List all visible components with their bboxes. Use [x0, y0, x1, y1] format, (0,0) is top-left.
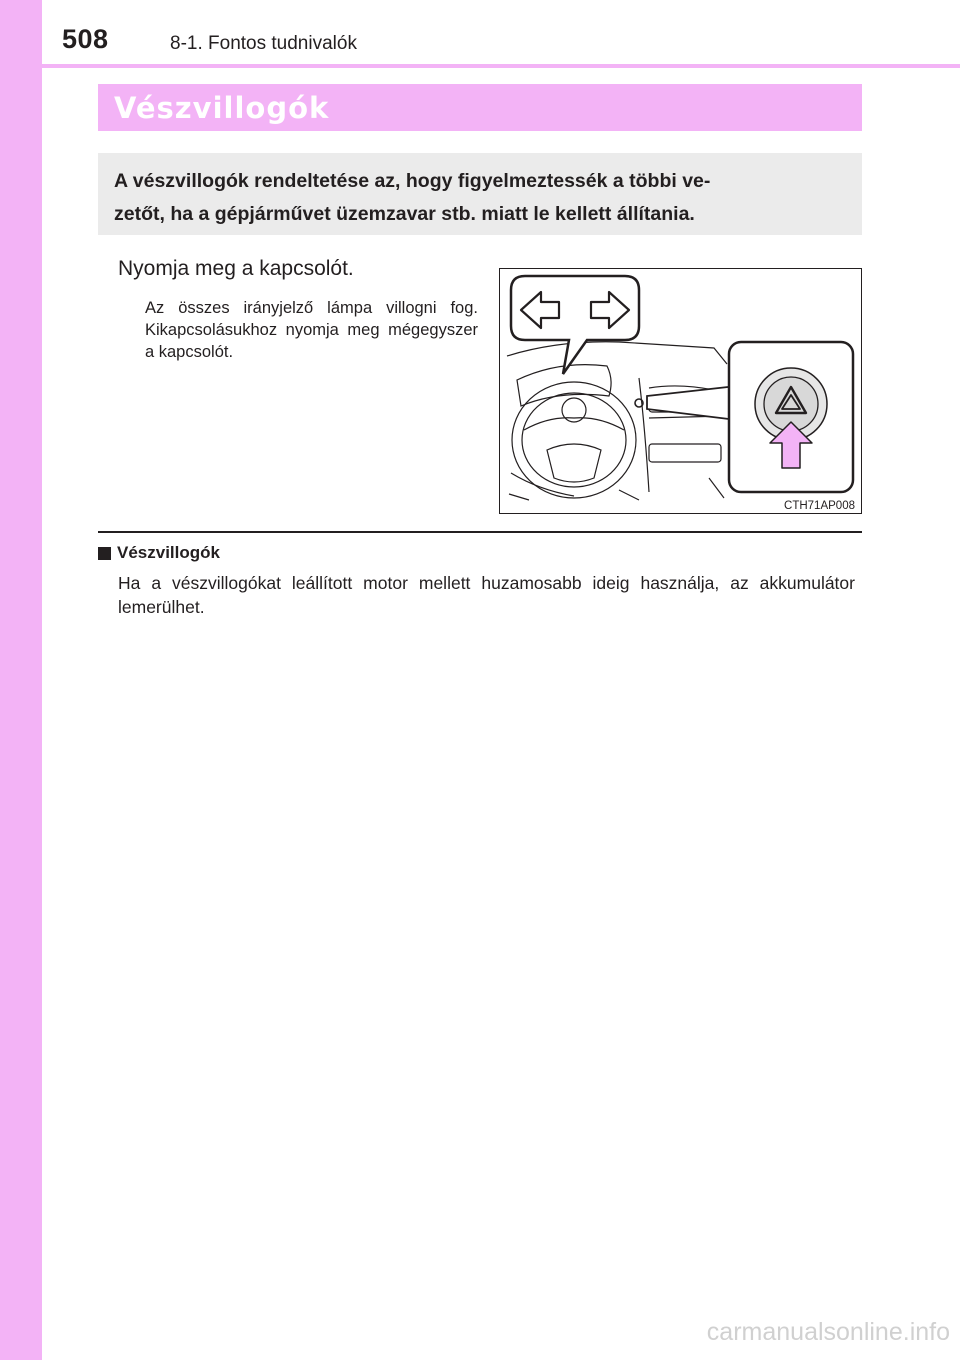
watermark: carmanualsonline.info: [706, 1318, 950, 1346]
step-title: Nyomja meg a kapcsolót.: [118, 257, 354, 280]
dashboard-illustration: [499, 268, 862, 514]
section-title: Vészvillogók: [114, 90, 330, 125]
chapter-title: 8-1. Fontos tudnivalók: [170, 33, 357, 54]
section-title-bar: [98, 84, 862, 131]
note-heading: [98, 543, 220, 563]
side-color-strip: [0, 0, 42, 1360]
intro-box: [98, 153, 862, 235]
section-divider: [98, 531, 862, 533]
step-description: Az összes irányjelző lámpa villogni fog. Kikapcsolásukhoz nyomja meg mégegyszer a kapcsolót.: [145, 299, 478, 361]
hazard-switch-closeup: [729, 342, 853, 492]
page-number: 508: [62, 24, 109, 54]
note-text: Ha a vészvillogókat leállított motor mellett huzamosabb ideig használja, az akkumulátor lemerülhet.: [118, 573, 855, 617]
figure-code: CTH71AP008: [784, 500, 855, 512]
square-bullet-icon: [98, 547, 111, 560]
intro-line-2: zetőt, ha a gépjárművet üzemzavar stb. miatt le kellett állítania.: [114, 203, 695, 225]
note-heading-text: Vészvillogók: [117, 543, 220, 562]
header-rule: [42, 64, 960, 68]
intro-line-1: A vészvillogók rendeltetése az, hogy figyelmeztessék a többi ve-: [114, 170, 711, 192]
